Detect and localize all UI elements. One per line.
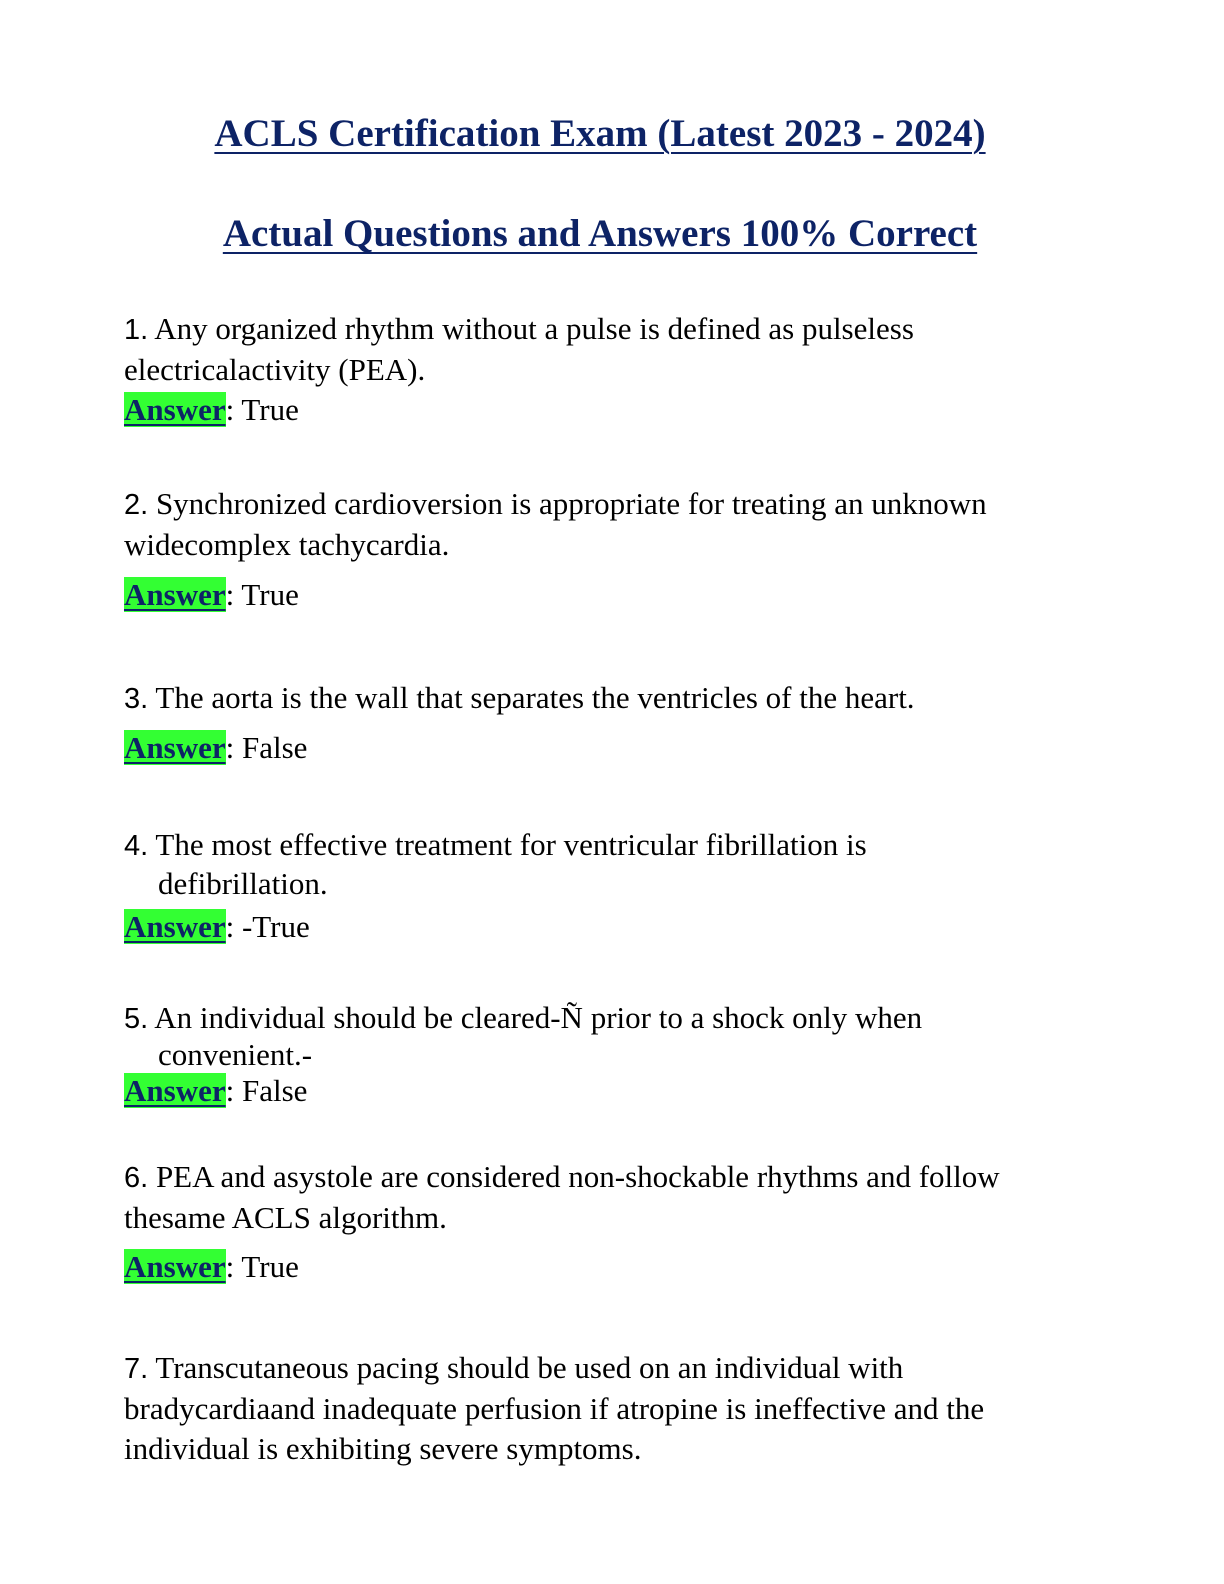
answer-value: : True — [225, 1249, 299, 1284]
question-number: 6. — [124, 1162, 149, 1194]
question-number: 3. — [124, 683, 149, 715]
answer-value: : False — [225, 730, 308, 765]
question-number: 7. — [124, 1353, 149, 1385]
question-text: An individual should be cleared-Ñ prior to a shock only when — [148, 1000, 923, 1035]
answer-2 — [124, 575, 299, 615]
answer-label: Answer — [124, 1073, 226, 1108]
document-title: ACLS Certification Exam (Latest 2023 - 2024) — [214, 112, 986, 155]
question-4 — [124, 826, 1084, 903]
answer-label: Answer — [124, 577, 226, 612]
question-text: Synchronized cardioversion is appropriate for treating an unknown widecomplex tachycardia. — [124, 486, 987, 562]
question-text: Any organized rhythm without a pulse is defined as pulseless electricalactivity (PEA). — [124, 311, 914, 387]
question-text: Transcutaneous pacing should be used on an individual with bradycardiaand inadequate perfusion if atropine is ineffective and the individual is exhibiting severe symptoms. — [124, 1350, 985, 1466]
answer-5 — [124, 1071, 307, 1111]
answer-value: : True — [225, 577, 299, 612]
answer-label: Answer — [124, 392, 226, 427]
answer-6 — [124, 1247, 299, 1287]
question-number: 1. — [124, 314, 149, 346]
question-3 — [124, 678, 1084, 719]
question-number: 2. — [124, 489, 149, 521]
question-number: 5. — [124, 1003, 149, 1035]
answer-label: Answer — [124, 909, 226, 944]
answer-1 — [124, 390, 299, 430]
question-7 — [124, 1348, 1084, 1469]
answer-label: Answer — [124, 1249, 226, 1284]
answer-label: Answer — [124, 730, 226, 765]
answer-3 — [124, 728, 307, 768]
question-number: 4. — [124, 830, 149, 862]
question-text: PEA and asystole are considered non-shockable rhythms and follow thesame ACLS algorithm. — [124, 1159, 1000, 1235]
question-text-continuation: defibrillation. — [158, 866, 328, 901]
question-5 — [124, 1000, 1084, 1073]
question-1 — [124, 309, 1084, 390]
question-text-continuation: convenient.- — [158, 1037, 313, 1072]
question-text: The most effective treatment for ventricular fibrillation is — [148, 827, 867, 862]
question-2 — [124, 484, 1084, 565]
question-6 — [124, 1157, 1084, 1238]
question-text: The aorta is the wall that separates the ventricles of the heart. — [148, 680, 915, 715]
answer-4 — [124, 907, 310, 947]
answer-value: : False — [225, 1073, 308, 1108]
answer-value: : -True — [225, 909, 310, 944]
document-subtitle: Actual Questions and Answers 100% Correct — [222, 212, 978, 255]
answer-value: : True — [225, 392, 299, 427]
